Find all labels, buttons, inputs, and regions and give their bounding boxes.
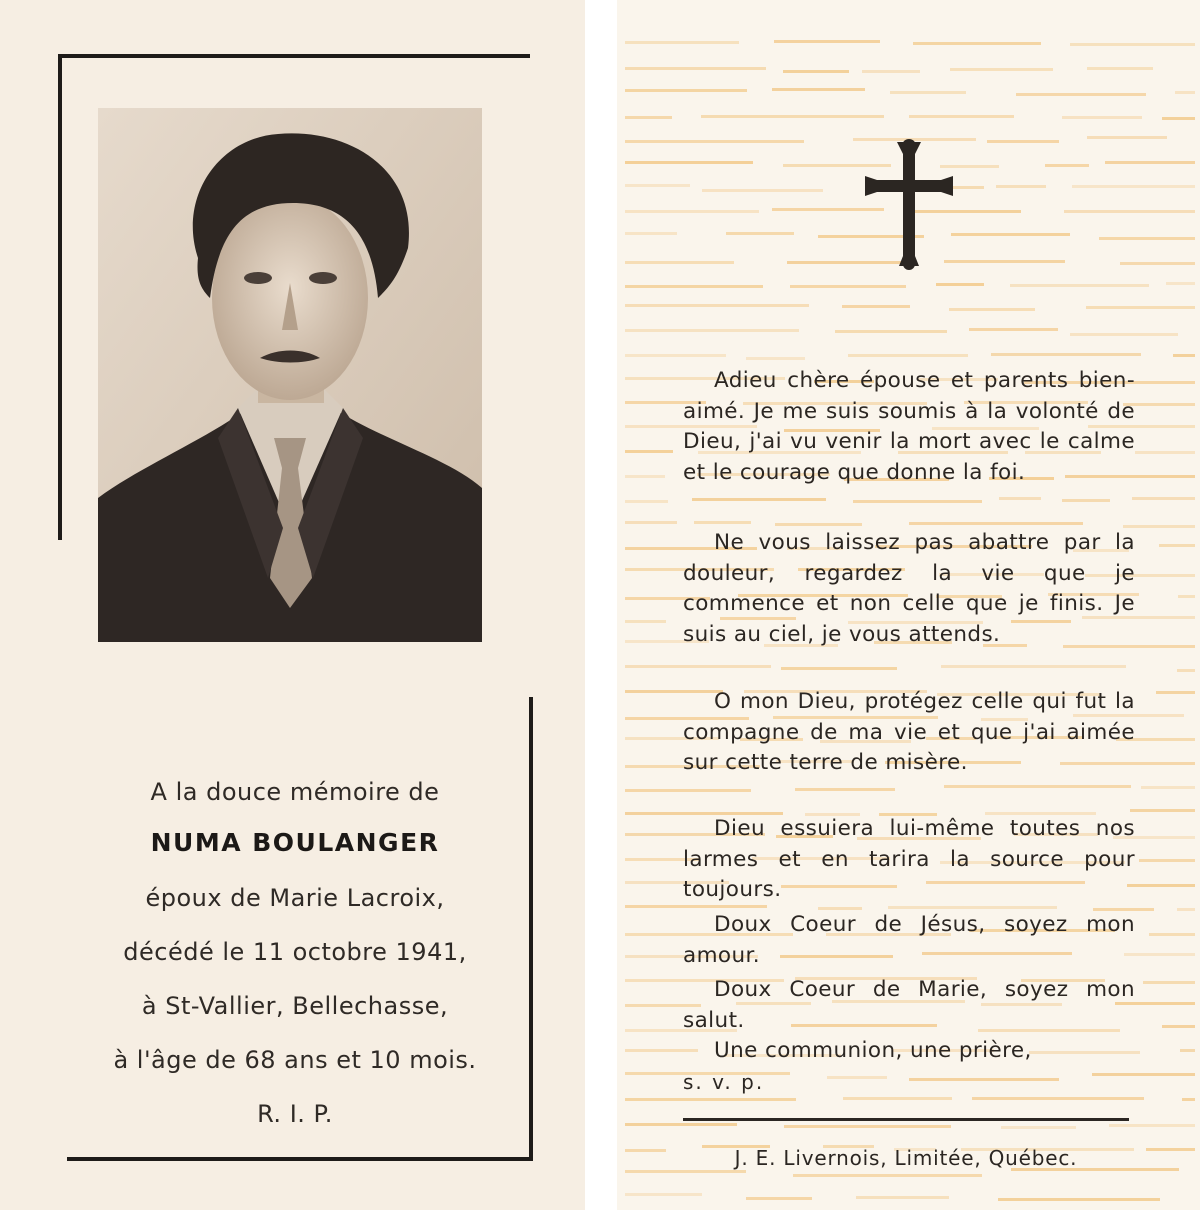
consolation-paragraph: Ne vous laissez pas abattre par la douleur, regardez la vie que je commence et non celle que je finis. Je suis au ciel, je vous attends. (683, 530, 1135, 647)
decorative-stripe (1072, 185, 1195, 188)
decorative-stripe (1141, 786, 1195, 789)
decorative-stripe (774, 40, 880, 43)
decorative-stripe (1178, 595, 1195, 598)
decorative-stripe (625, 354, 726, 357)
decorative-stripe (835, 330, 948, 333)
decorative-stripe (793, 1174, 982, 1177)
decorative-stripe (692, 498, 827, 501)
decorative-stripe (625, 89, 747, 92)
decorative-stripe (949, 308, 1035, 311)
decorative-stripe (625, 450, 673, 453)
decorative-stripe (746, 1197, 812, 1200)
decorative-stripe (848, 354, 969, 357)
spouse-line: époux de Marie Lacroix, (145, 884, 445, 912)
decorative-stripe (1105, 161, 1195, 164)
decorative-stripe (1001, 1126, 1076, 1129)
decorative-stripe (702, 189, 823, 192)
tears-paragraph: Dieu essuiera lui-même toutes nos larmes et en tarira la source pour toujours. (683, 816, 1135, 902)
decorative-stripe (1177, 908, 1195, 911)
decorative-stripe (625, 116, 672, 119)
decorative-stripe (1139, 859, 1195, 862)
death-date-line: décédé le 11 octobre 1941, (123, 938, 467, 966)
decorative-stripe (1010, 284, 1149, 287)
decorative-stripe (1070, 333, 1178, 336)
decorative-stripe (625, 161, 753, 164)
decorative-stripe (625, 140, 804, 143)
decorative-stripe (625, 184, 690, 187)
portrait-photo (98, 108, 482, 642)
decorative-stripe (625, 905, 767, 908)
decorative-stripe (856, 1196, 949, 1199)
decorative-stripe (1109, 1124, 1195, 1127)
decorative-stripe (1156, 691, 1195, 694)
age-line: à l'âge de 68 ans et 10 mois. (113, 1046, 477, 1074)
printer-credit: J. E. Livernois, Limitée, Québec. (734, 1146, 1078, 1170)
memorial-card-front (0, 0, 585, 1210)
decorative-stripe (625, 261, 734, 264)
frame-rule-top (58, 54, 530, 58)
farewell-paragraph: Adieu chère épouse et parents bien-aimé. Je me suis soumis à la volonté de Dieu, j'ai vu venir la mort avec le calme et le courage que donne la foi. (683, 368, 1135, 485)
decorative-stripe (625, 1193, 702, 1196)
decorative-stripe (1173, 354, 1195, 357)
decorative-stripe (625, 304, 809, 307)
decorative-stripe (944, 785, 1131, 788)
decorative-stripe (1135, 451, 1195, 454)
decorative-stripe (625, 665, 771, 668)
decorative-stripe (1143, 981, 1195, 984)
decorative-stripe (890, 91, 966, 94)
decorative-stripe (842, 305, 910, 308)
decorative-stripe (913, 42, 1041, 45)
decorative-stripe (1087, 136, 1167, 139)
decorative-stripe (1159, 544, 1195, 547)
decorative-stripe (1132, 497, 1195, 500)
decorative-stripe (625, 232, 677, 235)
communion-text: Une communion, une prière, (714, 1038, 1032, 1063)
rip-line: R. I. P. (257, 1100, 333, 1128)
decorative-stripe (1149, 933, 1195, 936)
decorative-stripe (1070, 43, 1195, 46)
sacred-heart-invocation: Doux Coeur de Jésus, soyez mon amour. (683, 912, 1135, 968)
decorative-stripe (1016, 93, 1146, 96)
decorative-stripe (941, 665, 1126, 668)
frame-rule-left (58, 54, 62, 540)
decorative-stripe (1086, 306, 1195, 309)
decorative-stripe (1177, 669, 1195, 672)
decorative-stripe (853, 500, 982, 503)
svp-text: s. v. p. (683, 1069, 765, 1094)
decorative-stripe (625, 1098, 796, 1101)
decorative-stripe (1127, 884, 1195, 887)
decorative-stripe (1175, 91, 1195, 94)
decorative-stripe (936, 283, 984, 286)
decorative-stripe (772, 88, 865, 91)
decorative-stripe (888, 906, 1057, 909)
decorative-stripe (726, 232, 794, 235)
decorative-stripe (951, 233, 1070, 236)
frame-rule-right (529, 697, 533, 1159)
decorative-stripe (909, 522, 1083, 525)
decorative-stripe (625, 41, 739, 44)
decorative-stripe (1146, 1148, 1195, 1151)
mary-heart-invocation: Doux Coeur de Marie, soyez mon salut. (683, 977, 1135, 1033)
decorative-stripe (781, 667, 897, 670)
decorative-stripe (950, 68, 1053, 71)
decorative-stripe (625, 210, 759, 213)
dedication-line: A la douce mémoire de (150, 778, 440, 806)
decorative-stripe (625, 329, 799, 332)
cross-icon (865, 138, 953, 270)
decorative-stripe (1130, 809, 1195, 812)
printer-divider (683, 1118, 1129, 1121)
frame-rule-bottom (67, 1157, 533, 1161)
decorative-stripe (625, 285, 763, 288)
decorative-stripe (991, 353, 1141, 356)
decorative-stripe (1045, 164, 1089, 167)
decorative-stripe (701, 115, 884, 118)
decorative-stripe (625, 789, 751, 792)
decorative-stripe (625, 475, 665, 478)
decorative-stripe (1099, 237, 1195, 240)
decorative-stripe (969, 328, 1059, 331)
decorative-stripe (784, 1125, 952, 1128)
decorative-stripe (998, 1198, 1159, 1201)
decorative-stripe (1087, 67, 1153, 70)
decorative-stripe (909, 115, 1015, 118)
decorative-stripe (1182, 1098, 1195, 1101)
decorative-stripe (862, 70, 920, 73)
decorative-stripe (996, 185, 1046, 188)
decorative-stripe (694, 521, 751, 524)
decorative-stripe (1162, 117, 1195, 120)
decorative-stripe (625, 1123, 737, 1126)
decorative-stripe (783, 70, 849, 73)
decorative-stripe (625, 500, 668, 503)
decorative-stripe (625, 1149, 666, 1152)
decorative-stripe (1064, 210, 1195, 213)
decorative-stripe (1062, 499, 1111, 502)
decorative-stripe (1180, 1049, 1195, 1052)
decorative-stripe (999, 497, 1041, 500)
decorative-stripe (746, 357, 805, 360)
decorative-stripe (987, 140, 1059, 143)
decorative-stripe (795, 788, 894, 791)
decorative-stripe (775, 523, 862, 526)
deceased-name: NUMA BOULANGER (150, 828, 440, 857)
communion-request (683, 1036, 1135, 1098)
decorative-stripe (625, 620, 666, 623)
decorative-stripe (625, 67, 766, 70)
decorative-stripe (944, 260, 1066, 263)
death-place-line: à St-Vallier, Bellechasse, (141, 992, 449, 1020)
decorative-stripe (1166, 282, 1195, 285)
decorative-stripe (1120, 262, 1195, 265)
decorative-stripe (790, 285, 905, 288)
decorative-stripe (1162, 1025, 1195, 1028)
decorative-stripe (625, 521, 677, 524)
prayer-paragraph: O mon Dieu, protégez celle qui fut la compagne de ma vie et que j'ai aimée sur cette terre de misère. (683, 689, 1135, 775)
decorative-stripe (1062, 116, 1142, 119)
